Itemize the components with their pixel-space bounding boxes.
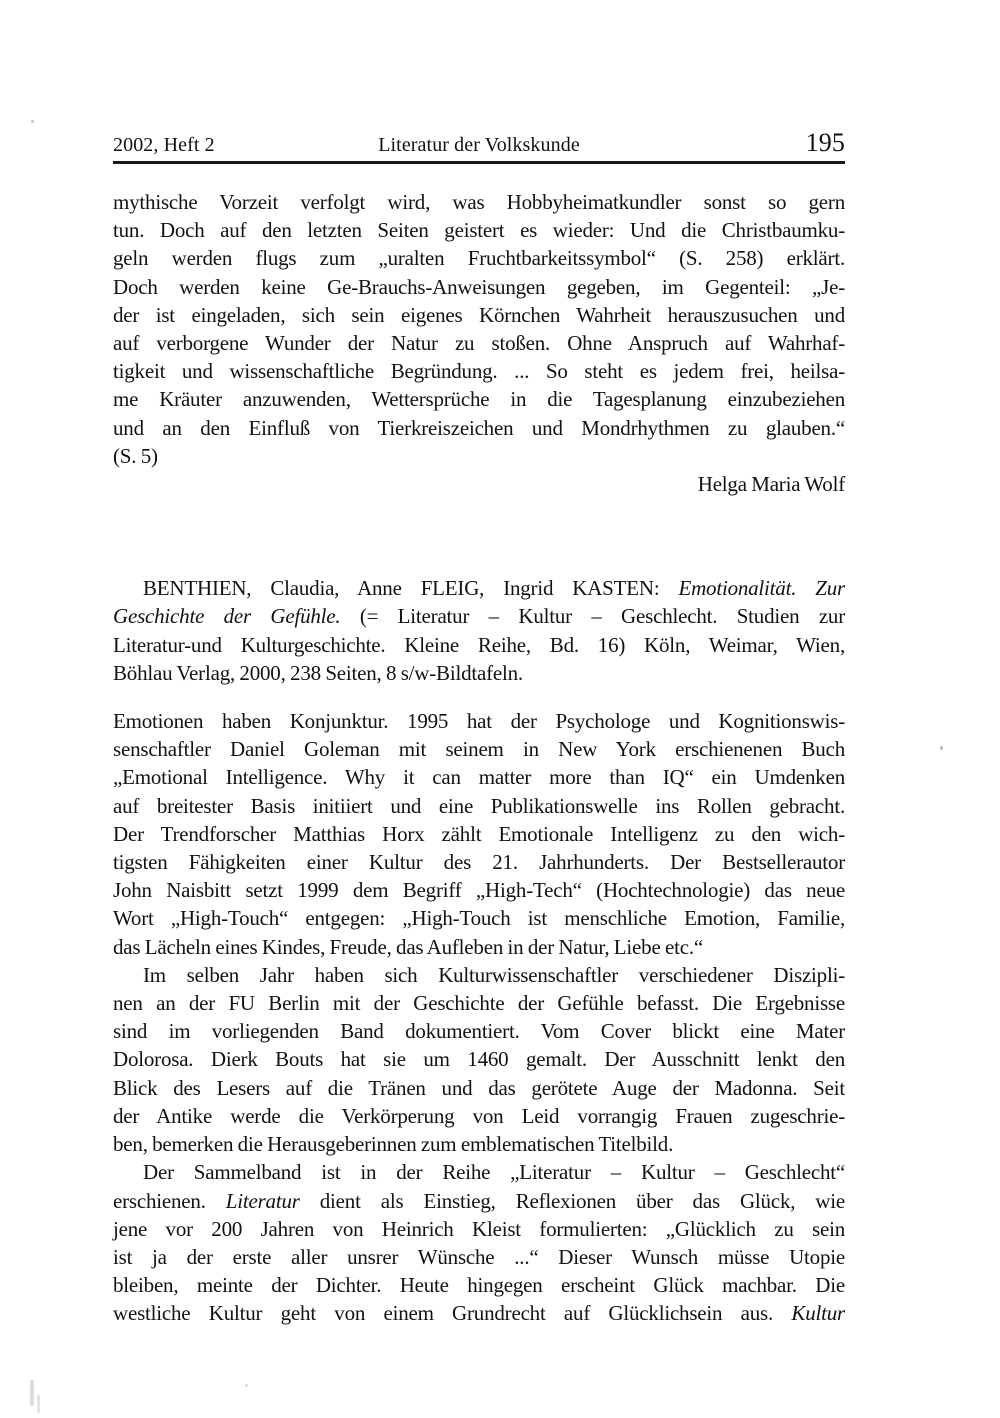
text-segment: westliche Kultur geht von einem Grundrecht auf Glücklichsein aus.: [113, 1301, 792, 1326]
text-line: [113, 301, 845, 329]
italic-text-segment: Literatur: [225, 1188, 300, 1213]
text-line: [113, 763, 845, 791]
text-segment: nen an der FU Berlin mit der Geschichte der Gefühle befasst. Die Ergebnisse: [113, 991, 845, 1016]
text-segment: Der Trendforscher Matthias Horx zählt Emotionale Intelligenz zu den wich-: [113, 821, 845, 846]
text-line: [113, 273, 845, 301]
text-segment: tigsten Fähigkeiten einer Kultur des 21. Jahrhunderts. Der Bestsellerautor: [113, 850, 845, 875]
text-line: [113, 1074, 845, 1102]
review-1-closing-paragraph: [113, 188, 845, 470]
text-line: [113, 820, 845, 848]
text-segment: tigkeit und wissenschaftliche Begründung. ... So steht es jedem frei, heilsa-: [113, 359, 845, 384]
running-header: [113, 128, 845, 158]
text-segment: Wort „High-Touch“ entgegen: „High-Touch ist menschliche Emotion, Familie,: [113, 906, 845, 931]
text-line: [113, 848, 845, 876]
text-segment: ben, bemerken die Herausgeberinnen zum emblematischen Titelbild.: [113, 1132, 674, 1157]
text-line: [113, 1299, 845, 1327]
italic-text-segment: Kultur: [791, 1301, 845, 1326]
text-segment: jene vor 200 Jahren von Heinrich Kleist formulierten: „Glücklich zu sein: [113, 1216, 845, 1241]
text-segment: und an den Einfluß von Tierkreiszeichen und Mondrhythmen zu glauben.“: [113, 415, 845, 440]
review-2-bibliography-entry: [113, 574, 845, 687]
text-segment: erschienen.: [113, 1188, 226, 1213]
text-segment: BENTHIEN, Claudia, Anne FLEIG, Ingrid KASTEN:: [143, 576, 679, 601]
review-2-paragraph-2: [113, 961, 845, 1158]
text-segment: auf verborgene Wunder der Natur zu stoßen. Ohne Anspruch auf Wahrhaf-: [113, 331, 845, 356]
text-line: [113, 1130, 845, 1158]
text-line: [113, 1102, 845, 1130]
text-segment: bleiben, meinte der Dichter. Heute hingegen erscheint Glück machbar. Die: [113, 1273, 845, 1298]
text-segment: „Emotional Intelligence. Why it can matter more than IQ“ ein Umdenken: [113, 765, 845, 790]
text-segment: dient als Einstieg, Reflexionen über das Glück, wie: [299, 1188, 845, 1213]
text-line: [113, 602, 845, 630]
text-line: [113, 631, 845, 659]
text-segment: ist ja der erste aller unsrer Wünsche ...“ Dieser Wunsch müsse Utopie: [113, 1244, 845, 1269]
text-line: [113, 1187, 845, 1215]
text-line: [113, 1045, 845, 1073]
text-line: [113, 707, 845, 735]
text-segment: auf breitester Basis initiiert und eine Publikationswelle ins Rollen gebracht.: [113, 793, 845, 818]
text-line: [113, 574, 845, 602]
text-line: [113, 933, 845, 961]
text-segment: der Antike werde die Verkörperung von Leid vorrangig Frauen zugeschrie-: [113, 1103, 845, 1128]
review-1-signature: [113, 470, 845, 498]
text-segment: sind im vorliegenden Band dokumentiert. Vom Cover blickt eine Mater: [113, 1019, 845, 1044]
text-segment: Blick des Lesers auf die Tränen und das gerötete Auge der Madonna. Seit: [113, 1075, 845, 1100]
text-segment: (S. 5): [113, 443, 158, 468]
text-line: [113, 329, 845, 357]
header-issue: 2002, Heft 2: [113, 134, 215, 156]
scan-artifact: [245, 1384, 248, 1387]
text-segment: (= Literatur – Kultur – Geschlecht. Studien zur: [340, 604, 846, 629]
text-segment: Literatur-und Kulturgeschichte. Kleine Reihe, Bd. 16) Köln, Weimar, Wien,: [113, 632, 845, 657]
text-segment: John Naisbitt setzt 1999 dem Begriff „High-Tech“ (Hochtechnologie) das neue: [113, 878, 845, 903]
text-line: [113, 414, 845, 442]
text-line: [113, 1271, 845, 1299]
text-line: [113, 659, 845, 687]
text-line: [113, 357, 845, 385]
text-line: [113, 244, 845, 272]
text-line: [113, 1215, 845, 1243]
text-line: [113, 735, 845, 763]
header-journal-title: Literatur der Volkskunde: [378, 134, 580, 156]
review-2-paragraph-3: [113, 1158, 845, 1327]
text-line: [113, 216, 845, 244]
text-line: [113, 961, 845, 989]
scan-artifact: [940, 746, 943, 750]
text-line: [113, 385, 845, 413]
text-line: [113, 989, 845, 1017]
text-line: [113, 904, 845, 932]
review-2-paragraph-1: [113, 707, 845, 961]
text-segment: Helga Maria Wolf: [697, 472, 845, 497]
text-line: [113, 1017, 845, 1045]
text-line: [113, 1243, 845, 1271]
header-rule: [113, 161, 845, 164]
scan-artifact: [30, 1380, 34, 1406]
page-body: [113, 188, 845, 1328]
text-segment: tun. Doch auf den letzten Seiten geistert es wieder: Und die Christbaumku-: [113, 218, 845, 243]
text-line: [113, 188, 845, 216]
header-page-number: 195: [805, 128, 845, 157]
text-line: [113, 792, 845, 820]
text-line: [113, 470, 845, 498]
text-segment: senschaftler Daniel Goleman mit seinem in New York erschienenen Buch: [113, 737, 845, 762]
text-segment: Im selben Jahr haben sich Kulturwissenschaftler verschiedener Diszipli-: [143, 962, 845, 987]
text-segment: Böhlau Verlag, 2000, 238 Seiten, 8 s/w-Bildtafeln.: [113, 660, 523, 685]
text-line: [113, 442, 845, 470]
text-segment: Emotionen haben Konjunktur. 1995 hat der Psychologe und Kognitionswis-: [113, 709, 845, 734]
text-segment: me Kräuter anzuwenden, Wettersprüche in die Tagesplanung einzubeziehen: [113, 387, 845, 412]
scan-artifact: [31, 120, 34, 123]
text-segment: mythische Vorzeit verfolgt wird, was Hobbyheimatkundler sonst so gern: [113, 190, 845, 214]
text-segment: das Lächeln eines Kindes, Freude, das Aufleben in der Natur, Liebe etc.“: [113, 934, 703, 959]
text-segment: geln werden flugs zum „uralten Fruchtbarkeitssymbol“ (S. 258) erklärt.: [113, 246, 845, 271]
scan-artifact: [37, 1395, 40, 1413]
text-line: [113, 876, 845, 904]
text-segment: der ist eingeladen, sich sein eigenes Körnchen Wahrheit herauszusuchen und: [113, 302, 845, 327]
text-segment: Der Sammelband ist in der Reihe „Literatur – Kultur – Geschlecht“: [143, 1160, 845, 1185]
text-segment: Dolorosa. Dierk Bouts hat sie um 1460 gemalt. Der Ausschnitt lenkt den: [113, 1047, 845, 1072]
italic-text-segment: Emotionalität. Zur: [678, 576, 845, 601]
text-segment: Doch werden keine Ge-Brauchs-Anweisungen gegeben, im Gegenteil: „Je-: [113, 274, 845, 299]
italic-text-segment: Geschichte der Gefühle.: [113, 604, 341, 629]
text-line: [113, 1158, 845, 1186]
